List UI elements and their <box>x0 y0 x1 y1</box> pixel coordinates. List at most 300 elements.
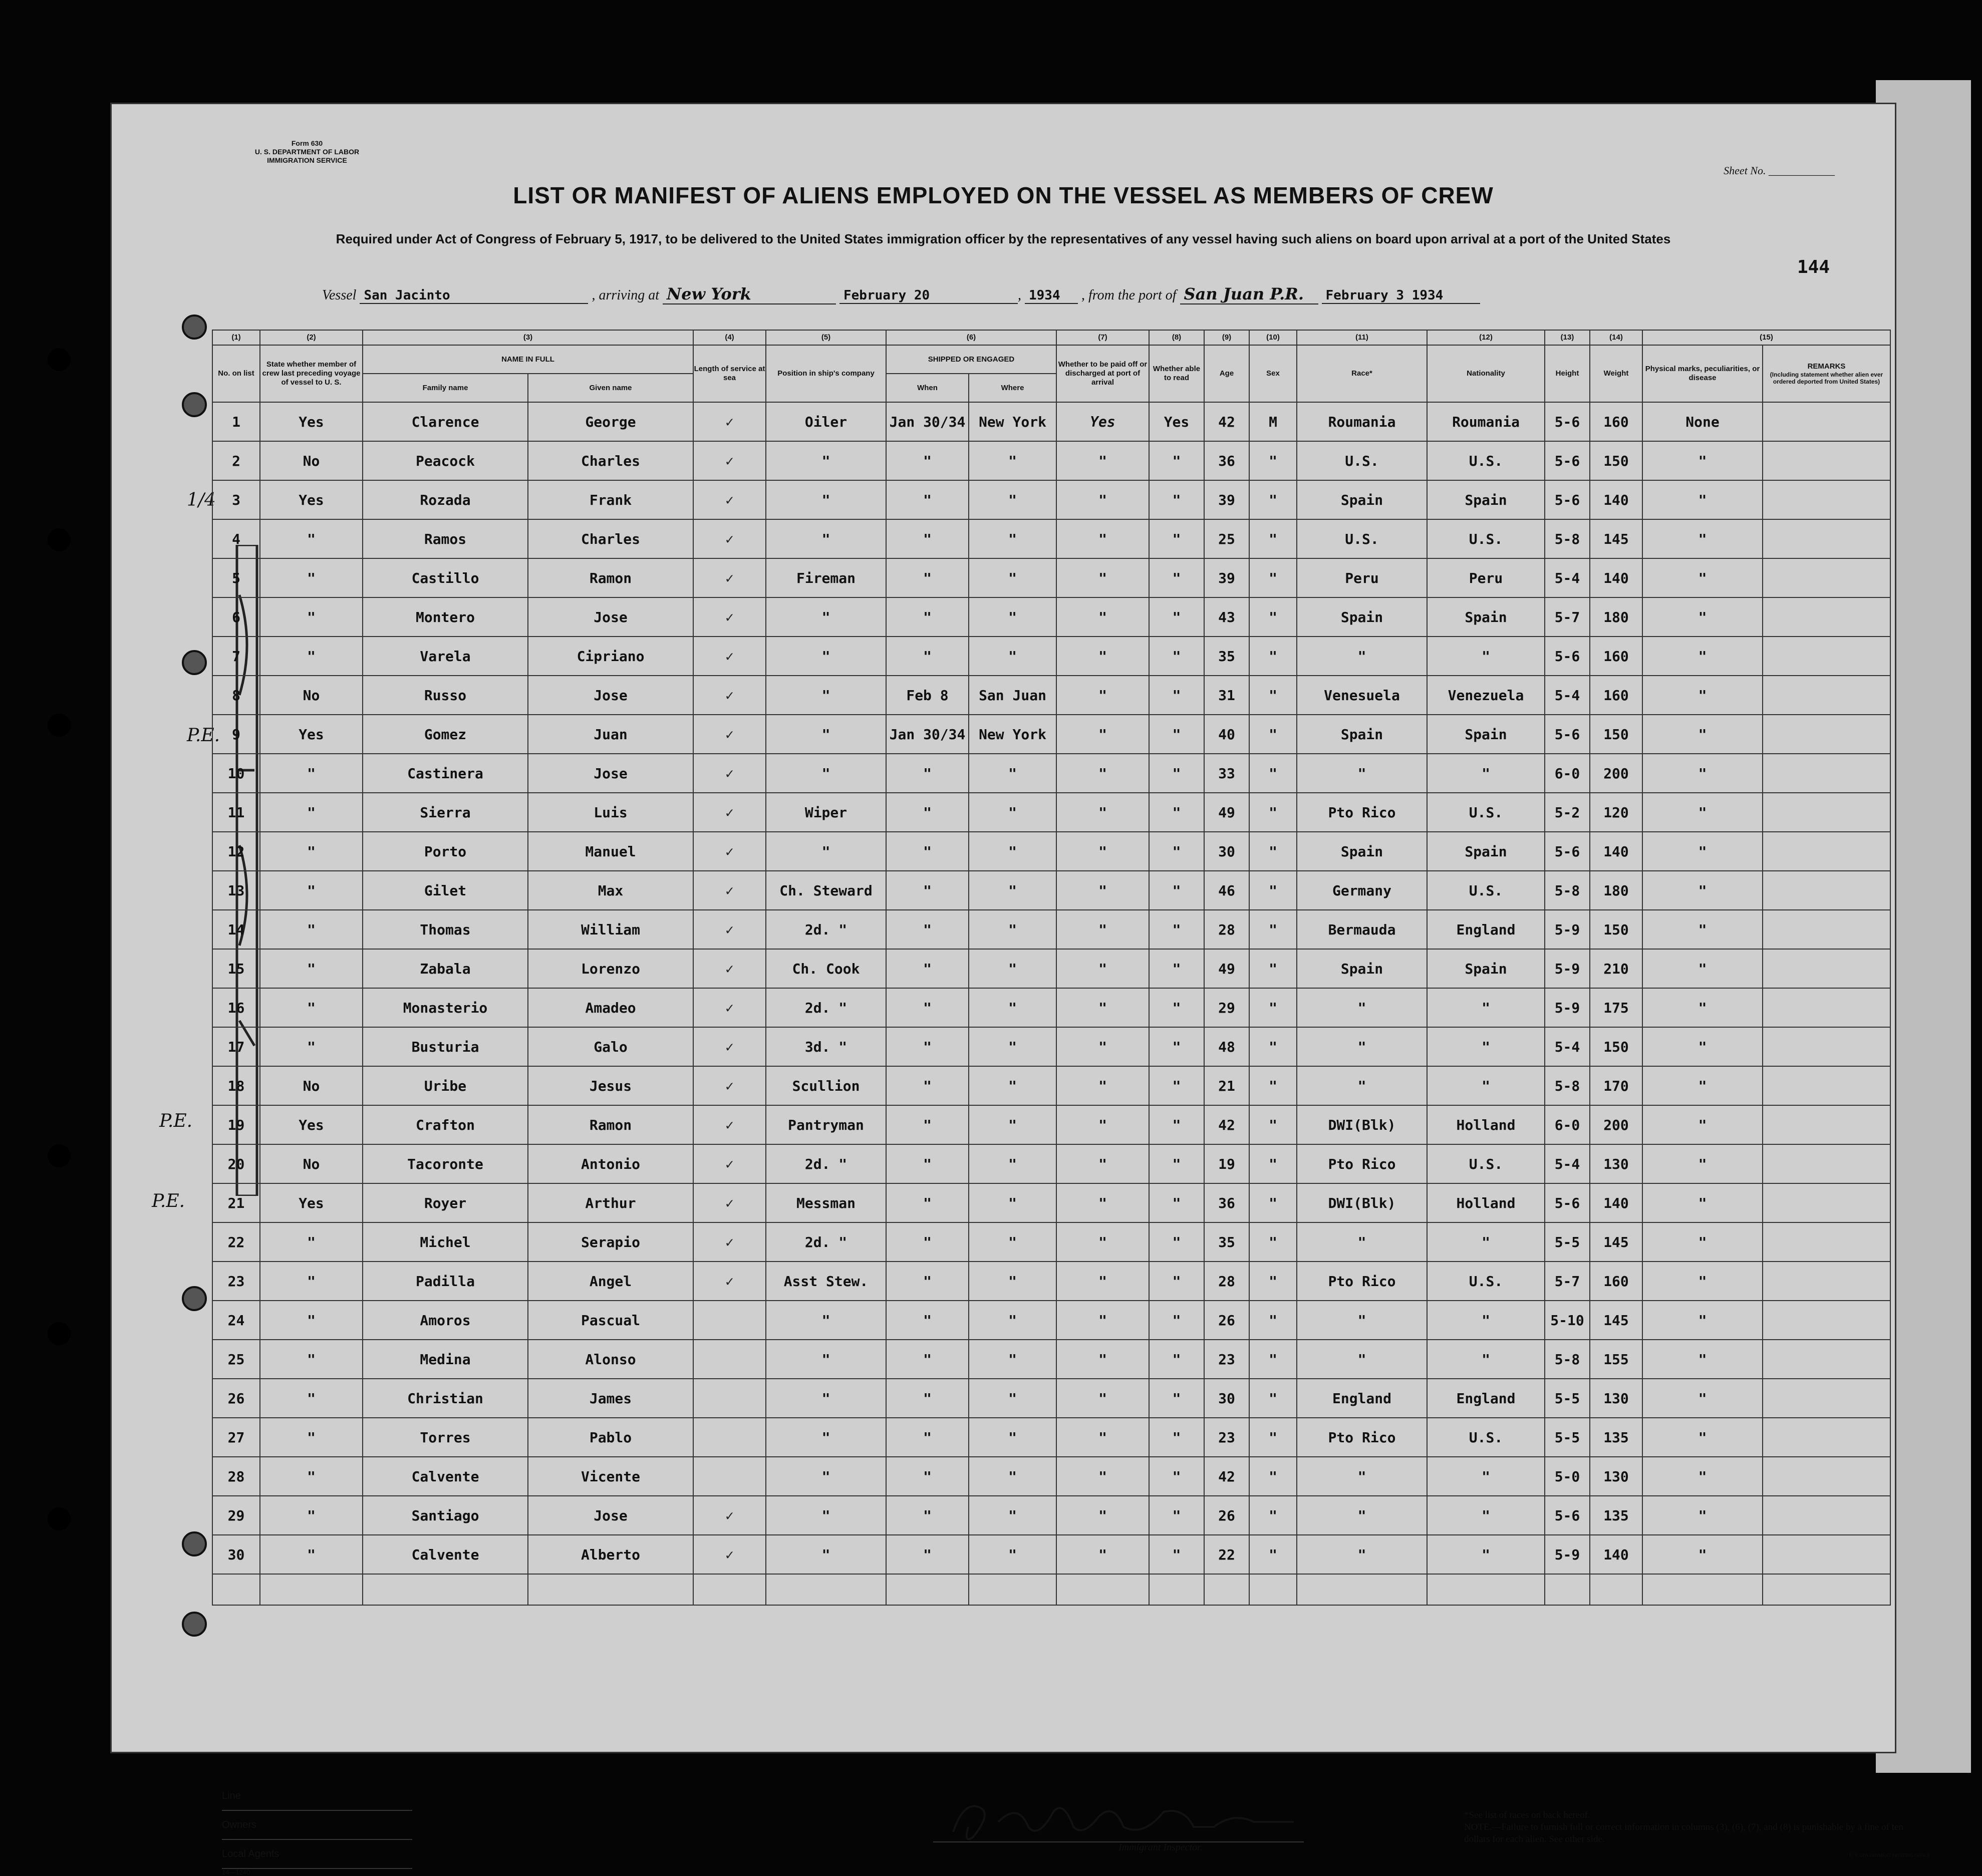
position-cell: 2d. " <box>766 988 886 1027</box>
given-name-cell: Vicente <box>528 1457 693 1496</box>
binder-hole <box>48 714 71 737</box>
service-check-cell: ✓ <box>693 871 766 910</box>
weight-cell: 170 <box>1590 1066 1642 1105</box>
age-cell: 26 <box>1204 1496 1249 1535</box>
family-name-cell: Calvente <box>363 1535 528 1574</box>
nationality-cell: Roumania <box>1427 402 1545 441</box>
race-cell: " <box>1297 1496 1427 1535</box>
remarks-cell <box>1763 1301 1890 1340</box>
paid-off-cell: " <box>1056 441 1149 480</box>
given-name-cell: Alonso <box>528 1340 693 1379</box>
table-row <box>212 1301 1890 1340</box>
sex-cell: " <box>1249 597 1297 637</box>
given-name-cell: Charles <box>528 441 693 480</box>
able-to-read-cell: " <box>1149 832 1204 871</box>
row-number: 22 <box>212 1222 260 1262</box>
remarks-cell <box>1763 754 1890 793</box>
row-number: 10 <box>212 754 260 793</box>
weight-cell: 135 <box>1590 1496 1642 1535</box>
when-cell: " <box>886 1535 969 1574</box>
service-check-cell: ✓ <box>693 441 766 480</box>
form-header <box>217 139 397 165</box>
weight-cell: 145 <box>1590 1301 1642 1340</box>
service-check-cell: ✓ <box>693 637 766 676</box>
header-able-to-read: Whether able to read <box>1149 345 1204 402</box>
where-cell: " <box>969 910 1056 949</box>
able-to-read-cell: " <box>1149 1496 1204 1535</box>
page-subtitle: Required under Act of Congress of February 5, 1917, to be delivered to the United States immigration officer by the representatives of any vessel having such aliens on board upon arrival at a port of the United States <box>336 231 1671 246</box>
penalty-note: NOTE.—Failure to furnish full or correct information in columns (3), (6), (7), and (8) is punishable by a fine of ten dollars for each alien. See other side. <box>1464 1822 1903 1844</box>
sex-cell: " <box>1249 676 1297 715</box>
paid-off-cell: " <box>1056 1066 1149 1105</box>
manifest-sheet <box>110 103 1930 1876</box>
race-cell: Spain <box>1297 597 1427 637</box>
family-name-cell: Montero <box>363 597 528 637</box>
sex-cell: " <box>1249 558 1297 597</box>
previous-voyage-cell: " <box>260 1457 363 1496</box>
remarks-cell <box>1763 1535 1890 1574</box>
paid-off-cell: " <box>1056 1457 1149 1496</box>
position-cell: Pantryman <box>766 1105 886 1144</box>
row-number: 21 <box>212 1183 260 1222</box>
service-check-cell: ✓ <box>693 1535 766 1574</box>
height-cell: 5-5 <box>1545 1379 1590 1418</box>
page-number: 144 <box>1797 257 1830 277</box>
able-to-read-cell: " <box>1149 441 1204 480</box>
race-cell: " <box>1297 1301 1427 1340</box>
weight-cell: 200 <box>1590 754 1642 793</box>
family-name-cell: Zabala <box>363 949 528 988</box>
able-to-read-cell: " <box>1149 1340 1204 1379</box>
sex-cell: " <box>1249 1379 1297 1418</box>
header-nationality: Nationality <box>1427 345 1545 402</box>
able-to-read-cell: " <box>1149 1418 1204 1457</box>
weight-cell: 180 <box>1590 871 1642 910</box>
nationality-cell: Spain <box>1427 832 1545 871</box>
nationality-cell: " <box>1427 1301 1545 1340</box>
family-name-cell: Uribe <box>363 1066 528 1105</box>
department-name: U. S. DEPARTMENT OF LABOR <box>254 148 360 156</box>
sex-cell: " <box>1249 871 1297 910</box>
age-cell: 26 <box>1204 1301 1249 1340</box>
header-where: Where <box>969 374 1056 402</box>
sex-cell: " <box>1249 715 1297 754</box>
table-row <box>212 637 1890 676</box>
able-to-read-cell: " <box>1149 1301 1204 1340</box>
form-number: Form 630 <box>291 139 323 147</box>
table-row <box>212 1262 1890 1301</box>
physical-marks-cell: " <box>1642 988 1763 1027</box>
row-number: 2 <box>212 441 260 480</box>
previous-voyage-cell: " <box>260 1222 363 1262</box>
where-cell: " <box>969 949 1056 988</box>
previous-voyage-cell: " <box>260 1535 363 1574</box>
empty-cell <box>212 1574 260 1605</box>
position-cell: 2d. " <box>766 1144 886 1183</box>
race-cell: " <box>1297 1066 1427 1105</box>
remarks-cell <box>1763 519 1890 558</box>
previous-voyage-cell: " <box>260 910 363 949</box>
weight-cell: 160 <box>1590 1262 1642 1301</box>
age-cell: 21 <box>1204 1066 1249 1105</box>
table-row <box>212 910 1890 949</box>
weight-cell: 130 <box>1590 1379 1642 1418</box>
weight-cell: 140 <box>1590 832 1642 871</box>
able-to-read-cell: " <box>1149 1105 1204 1144</box>
empty-cell <box>1763 1574 1890 1605</box>
row-number: 19 <box>212 1105 260 1144</box>
given-name-cell: Angel <box>528 1262 693 1301</box>
remarks-cell <box>1763 402 1890 441</box>
able-to-read-cell: " <box>1149 715 1204 754</box>
physical-marks-cell: " <box>1642 1262 1763 1301</box>
table-row <box>212 793 1890 832</box>
header-position: Position in ship's company <box>766 345 886 402</box>
empty-cell <box>1427 1574 1545 1605</box>
remarks-cell <box>1763 1144 1890 1183</box>
row-number: 9 <box>212 715 260 754</box>
height-cell: 5-10 <box>1545 1301 1590 1340</box>
row-number: 30 <box>212 1535 260 1574</box>
binder-hole <box>48 1507 71 1530</box>
previous-voyage-cell: Yes <box>260 1183 363 1222</box>
where-cell: " <box>969 597 1056 637</box>
remarks-cell <box>1763 676 1890 715</box>
row-number: 20 <box>212 1144 260 1183</box>
page-title: LIST OR MANIFEST OF ALIENS EMPLOYED ON THE VESSEL AS MEMBERS OF CREW <box>513 182 1494 208</box>
family-name-cell: Rozada <box>363 480 528 519</box>
race-cell: " <box>1297 1457 1427 1496</box>
family-name-cell: Calvente <box>363 1457 528 1496</box>
previous-voyage-cell: " <box>260 832 363 871</box>
sex-cell: " <box>1249 441 1297 480</box>
when-cell: " <box>886 1340 969 1379</box>
header-remarks <box>1763 345 1890 402</box>
physical-marks-cell: " <box>1642 637 1763 676</box>
previous-voyage-cell: " <box>260 558 363 597</box>
paid-off-cell: " <box>1056 793 1149 832</box>
col-num: (14) <box>1590 330 1642 345</box>
when-cell: " <box>886 910 969 949</box>
row-number: 12 <box>212 832 260 871</box>
arrival-port: New York <box>663 284 836 304</box>
race-footnote: *See list of races on back hereof. <box>1464 1810 1590 1820</box>
table-row <box>212 597 1890 637</box>
local-agents-field: Local Agents <box>222 1840 412 1869</box>
height-cell: 5-6 <box>1545 402 1590 441</box>
height-cell: 5-8 <box>1545 1340 1590 1379</box>
family-name-cell: Castinera <box>363 754 528 793</box>
weight-cell: 135 <box>1590 1418 1642 1457</box>
nationality-cell: Spain <box>1427 480 1545 519</box>
physical-marks-cell: " <box>1642 754 1763 793</box>
nationality-cell: " <box>1427 1496 1545 1535</box>
height-cell: 5-8 <box>1545 871 1590 910</box>
family-name-cell: Porto <box>363 832 528 871</box>
weight-cell: 155 <box>1590 1340 1642 1379</box>
previous-voyage-cell: " <box>260 519 363 558</box>
race-cell: Peru <box>1297 558 1427 597</box>
empty-cell <box>1149 1574 1204 1605</box>
col-num: (8) <box>1149 330 1204 345</box>
when-cell: " <box>886 988 969 1027</box>
physical-marks-cell: " <box>1642 832 1763 871</box>
where-cell: " <box>969 637 1056 676</box>
line-field: Line <box>222 1782 412 1811</box>
row-number: 8 <box>212 676 260 715</box>
family-name-cell: Tacoronte <box>363 1144 528 1183</box>
remarks-cell <box>1763 1183 1890 1222</box>
given-name-cell: Juan <box>528 715 693 754</box>
position-cell: " <box>766 637 886 676</box>
position-cell: Oiler <box>766 402 886 441</box>
remarks-cell <box>1763 910 1890 949</box>
family-name-cell: Sierra <box>363 793 528 832</box>
able-to-read-cell: " <box>1149 597 1204 637</box>
table-row <box>212 1340 1890 1379</box>
when-cell: " <box>886 1379 969 1418</box>
race-cell: Roumania <box>1297 402 1427 441</box>
paid-off-cell: " <box>1056 715 1149 754</box>
age-cell: 48 <box>1204 1027 1249 1066</box>
empty-cell <box>1590 1574 1642 1605</box>
remarks-cell <box>1763 637 1890 676</box>
binder-hole <box>48 348 71 371</box>
agents-code: 14—1240 <box>222 1868 250 1876</box>
weight-cell: 160 <box>1590 402 1642 441</box>
paid-off-cell: " <box>1056 480 1149 519</box>
service-check-cell: ✓ <box>693 1105 766 1144</box>
service-check-cell: ✓ <box>693 1183 766 1222</box>
binder-ring <box>182 392 207 417</box>
margin-note-row18: P.E. <box>159 1111 193 1131</box>
able-to-read-cell: " <box>1149 1183 1204 1222</box>
able-to-read-cell: " <box>1149 558 1204 597</box>
when-cell: " <box>886 1027 969 1066</box>
physical-marks-cell: " <box>1642 1496 1763 1535</box>
when-cell: " <box>886 1262 969 1301</box>
physical-marks-cell: " <box>1642 871 1763 910</box>
when-cell: " <box>886 949 969 988</box>
paid-off-cell: " <box>1056 754 1149 793</box>
physical-marks-cell: " <box>1642 715 1763 754</box>
previous-voyage-cell: No <box>260 1066 363 1105</box>
where-cell: " <box>969 1340 1056 1379</box>
table-row <box>212 480 1890 519</box>
empty-row <box>212 1574 1890 1605</box>
inspector-signature <box>933 1792 1304 1847</box>
where-cell: " <box>969 793 1056 832</box>
table-row <box>212 1496 1890 1535</box>
family-name-cell: Castillo <box>363 558 528 597</box>
remarks-cell <box>1763 1105 1890 1144</box>
nationality-cell: " <box>1427 1027 1545 1066</box>
empty-cell <box>1056 1574 1149 1605</box>
remarks-cell <box>1763 793 1890 832</box>
col-num: (15) <box>1642 330 1890 345</box>
footnotes <box>1464 1809 1930 1861</box>
previous-voyage-cell: " <box>260 793 363 832</box>
age-cell: 35 <box>1204 637 1249 676</box>
service-check-cell: ✓ <box>693 1066 766 1105</box>
age-cell: 25 <box>1204 519 1249 558</box>
where-cell: San Juan <box>969 676 1056 715</box>
header-previous-voyage: State whether member of crew last preceding voyage of vessel to U. S. <box>260 345 363 402</box>
position-cell: Scullion <box>766 1066 886 1105</box>
nationality-cell: U.S. <box>1427 871 1545 910</box>
weight-cell: 140 <box>1590 480 1642 519</box>
age-cell: 35 <box>1204 1222 1249 1262</box>
when-cell: " <box>886 519 969 558</box>
where-cell: " <box>969 519 1056 558</box>
paid-off-cell: " <box>1056 1301 1149 1340</box>
race-cell: " <box>1297 637 1427 676</box>
row-number: 17 <box>212 1027 260 1066</box>
sex-cell: " <box>1249 1496 1297 1535</box>
paid-off-cell: " <box>1056 1496 1149 1535</box>
sex-cell: " <box>1249 637 1297 676</box>
header-height: Height <box>1545 345 1590 402</box>
sex-cell: " <box>1249 754 1297 793</box>
paid-off-cell: " <box>1056 558 1149 597</box>
where-cell: " <box>969 1144 1056 1183</box>
when-cell: Jan 30/34 <box>886 402 969 441</box>
remarks-cell <box>1763 441 1890 480</box>
row-number: 18 <box>212 1066 260 1105</box>
header-age: Age <box>1204 345 1249 402</box>
position-cell: " <box>766 715 886 754</box>
race-cell: " <box>1297 754 1427 793</box>
empty-cell <box>969 1574 1056 1605</box>
sex-cell: " <box>1249 1027 1297 1066</box>
sex-cell: " <box>1249 1105 1297 1144</box>
service-check-cell: ✓ <box>693 1144 766 1183</box>
physical-marks-cell: " <box>1642 910 1763 949</box>
able-to-read-cell: " <box>1149 871 1204 910</box>
physical-marks-cell: " <box>1642 1301 1763 1340</box>
family-name-cell: Thomas <box>363 910 528 949</box>
remarks-cell <box>1763 1027 1890 1066</box>
nationality-cell: U.S. <box>1427 793 1545 832</box>
sex-cell: " <box>1249 949 1297 988</box>
height-cell: 5-8 <box>1545 1066 1590 1105</box>
able-to-read-cell: " <box>1149 1027 1204 1066</box>
nationality-cell: " <box>1427 754 1545 793</box>
weight-cell: 120 <box>1590 793 1642 832</box>
weight-cell: 130 <box>1590 1457 1642 1496</box>
family-name-cell: Clarence <box>363 402 528 441</box>
weight-cell: 130 <box>1590 1144 1642 1183</box>
remarks-cell <box>1763 1262 1890 1301</box>
when-cell: Feb 8 <box>886 676 969 715</box>
row-number: 3 <box>212 480 260 519</box>
physical-marks-cell: " <box>1642 793 1763 832</box>
col-num: (1) <box>212 330 260 345</box>
where-cell: " <box>969 480 1056 519</box>
age-cell: 23 <box>1204 1340 1249 1379</box>
where-cell: " <box>969 1027 1056 1066</box>
nationality-cell: " <box>1427 1535 1545 1574</box>
inspector-label: Immigrant Inspector. <box>1118 1842 1203 1853</box>
race-cell: Pto Rico <box>1297 1418 1427 1457</box>
able-to-read-cell: " <box>1149 910 1204 949</box>
empty-cell <box>528 1574 693 1605</box>
row-number: 25 <box>212 1340 260 1379</box>
paid-off-cell: " <box>1056 1262 1149 1301</box>
given-name-cell: Jesus <box>528 1066 693 1105</box>
previous-voyage-cell: " <box>260 1301 363 1340</box>
height-cell: 5-6 <box>1545 832 1590 871</box>
weight-cell: 210 <box>1590 949 1642 988</box>
previous-voyage-cell: " <box>260 988 363 1027</box>
position-cell: Ch. Cook <box>766 949 886 988</box>
previous-voyage-cell: " <box>260 871 363 910</box>
service-check-cell: ✓ <box>693 1262 766 1301</box>
paid-off-cell: Yes <box>1056 402 1149 441</box>
where-cell: " <box>969 754 1056 793</box>
nationality-cell: " <box>1427 1066 1545 1105</box>
remarks-cell <box>1763 1066 1890 1105</box>
weight-cell: 150 <box>1590 715 1642 754</box>
height-cell: 5-4 <box>1545 676 1590 715</box>
row-number: 1 <box>212 402 260 441</box>
physical-marks-cell: " <box>1642 1418 1763 1457</box>
binder-hole <box>48 528 71 551</box>
paid-off-cell: " <box>1056 1535 1149 1574</box>
remarks-cell <box>1763 871 1890 910</box>
crew-manifest-table <box>212 330 1891 1606</box>
previous-voyage-cell: Yes <box>260 480 363 519</box>
able-to-read-cell: " <box>1149 1379 1204 1418</box>
age-cell: 28 <box>1204 910 1249 949</box>
race-cell: Pto Rico <box>1297 1262 1427 1301</box>
crew-rows <box>212 402 1890 1605</box>
where-cell: " <box>969 1379 1056 1418</box>
height-cell: 5-5 <box>1545 1418 1590 1457</box>
position-cell: " <box>766 597 886 637</box>
table-row <box>212 1222 1890 1262</box>
age-cell: 42 <box>1204 402 1249 441</box>
header-physical-marks: Physical marks, peculiarities, or disease <box>1642 345 1763 402</box>
physical-marks-cell: " <box>1642 1105 1763 1144</box>
service-check-cell: ✓ <box>693 519 766 558</box>
age-cell: 46 <box>1204 871 1249 910</box>
service-check-cell: ✓ <box>693 832 766 871</box>
family-name-cell: Gilet <box>363 871 528 910</box>
binder-ring <box>182 1531 207 1556</box>
age-cell: 36 <box>1204 441 1249 480</box>
race-cell: DWI(Blk) <box>1297 1183 1427 1222</box>
when-cell: " <box>886 1301 969 1340</box>
position-cell: Asst Stew. <box>766 1262 886 1301</box>
physical-marks-cell: " <box>1642 441 1763 480</box>
position-cell: " <box>766 676 886 715</box>
family-name-cell: Amoros <box>363 1301 528 1340</box>
service-check-cell: ✓ <box>693 1222 766 1262</box>
previous-voyage-cell: Yes <box>260 402 363 441</box>
race-cell: Germany <box>1297 871 1427 910</box>
row-number: 11 <box>212 793 260 832</box>
given-name-cell: Frank <box>528 480 693 519</box>
where-cell: " <box>969 1457 1056 1496</box>
paid-off-cell: " <box>1056 1027 1149 1066</box>
where-cell: " <box>969 1535 1056 1574</box>
service-check-cell: ✓ <box>693 558 766 597</box>
age-cell: 42 <box>1204 1105 1249 1144</box>
service-check-cell: ✓ <box>693 597 766 637</box>
sex-cell: " <box>1249 1418 1297 1457</box>
position-cell: 2d. " <box>766 910 886 949</box>
